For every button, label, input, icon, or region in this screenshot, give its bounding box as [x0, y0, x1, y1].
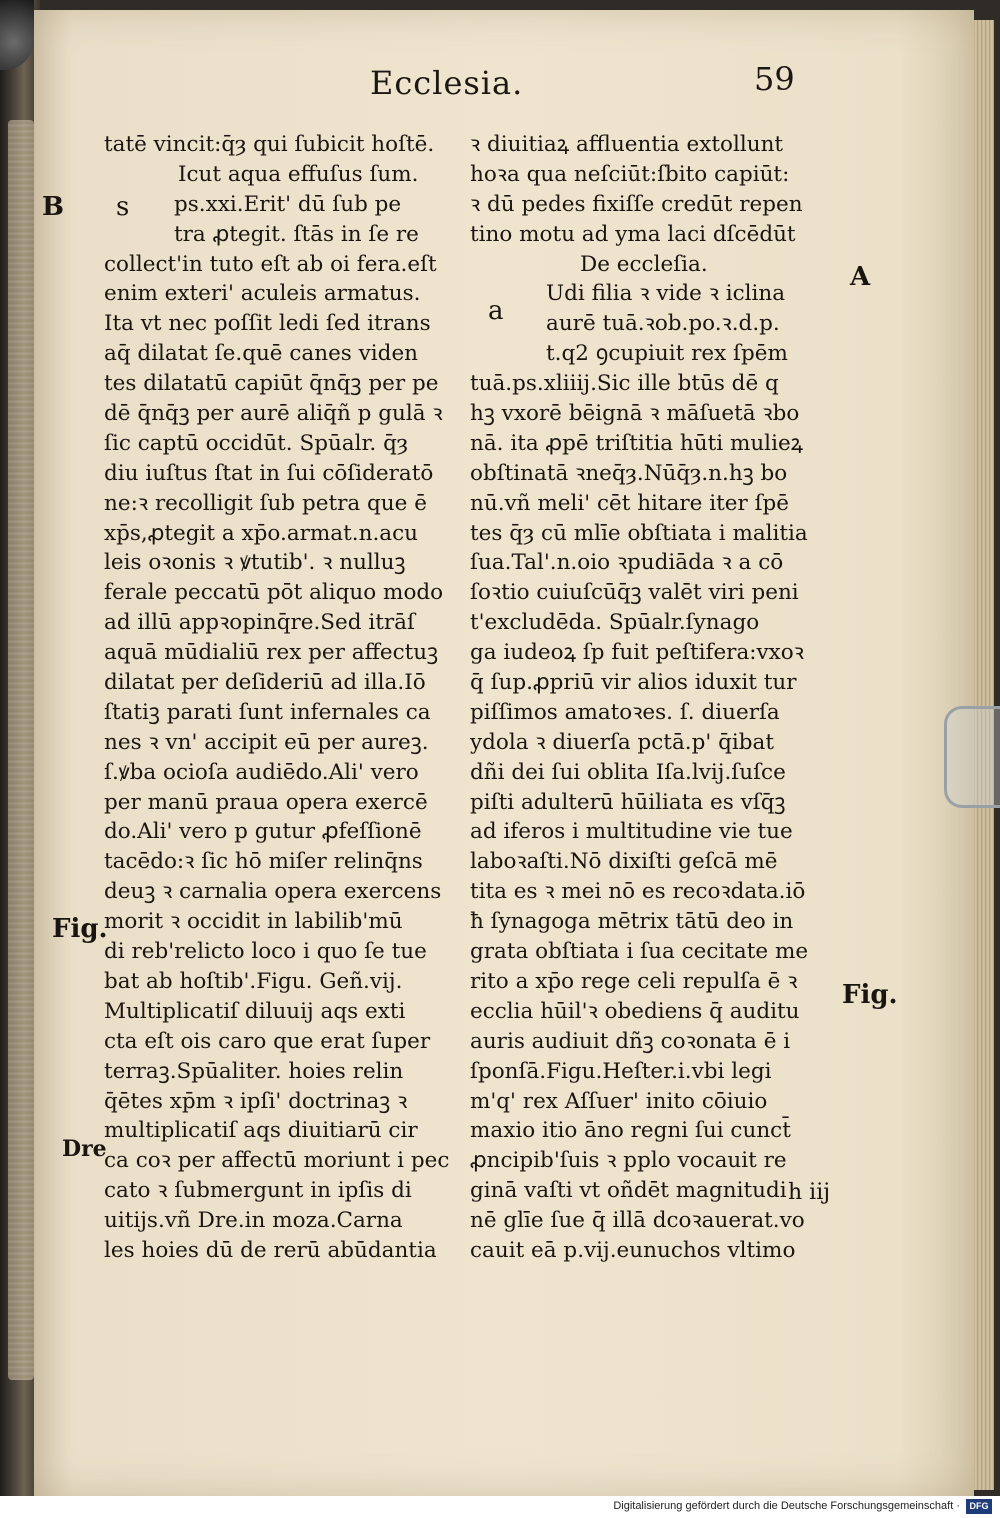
- text-line: ꝓncipib'ſuis ꝛ pplo vocauit re: [470, 1148, 787, 1174]
- text-line: leis oꝛonis ꝛ ꝟtutib'. ꝛ nulluꝫ: [104, 550, 406, 576]
- text-line: ſponſā.Figu.Heſter.i.vbi legi: [470, 1058, 772, 1084]
- text-line: ſua.Tal'.n.oio ꝛpudiāda ꝛ a cō: [470, 550, 784, 576]
- text-line: tacēdo:ꝛ ſic hō miſer relinq̄ns: [104, 849, 423, 875]
- text-line: q̄ ſup.ꝓpriū vir alios iduxit tur: [470, 670, 797, 696]
- left-text-column: [104, 130, 466, 1266]
- text-line: di reb'relicto loco i quo ſe tue: [104, 939, 427, 965]
- text-line: ydola ꝛ diuerſa pctā.p' q̄ibat: [470, 729, 774, 755]
- text-line: aq̄ dilatat ſe.quē canes viden: [104, 341, 419, 367]
- margin-note-fig-right: Fig.: [842, 980, 898, 1010]
- text-line: t'excludēda. Spūalr.ſynago: [470, 610, 760, 636]
- footer-credit: Digitalisierung gefördert durch die Deutsche Forschungsgemeinschaft ·: [613, 1500, 960, 1512]
- margin-note-a-big: A: [850, 262, 871, 292]
- text-line: do.Ali' vero p gutur ꝓfeſſionē: [104, 819, 422, 845]
- margin-note-a-small: a: [488, 296, 504, 326]
- text-line: hꝫ vxorē bēignā ꝛ māſuetā ꝛbo: [470, 401, 800, 427]
- margin-note-b: B: [42, 192, 64, 222]
- text-line: ga iudeoꝝ ſp fuit peſtifera:vxoꝛ: [470, 640, 804, 666]
- text-line: aquā mūdialiū rex per affectuꝫ: [104, 640, 439, 666]
- text-line: De eccleſia.: [580, 251, 708, 277]
- text-line: ad illū appꝛopinq̄re.Sed itrāſ: [104, 610, 415, 636]
- text-line: Ita vt nec poſſit ledi ſed itrans: [104, 311, 431, 337]
- text-line: terraꝫ.Spūaliter. hoies relin: [104, 1058, 404, 1084]
- text-line: obſtinatā ꝛneq̄ȝ.Nūq̄ȝ.n.hꝫ bo: [470, 460, 788, 486]
- text-line: cauit eā p.vij.eunuchos vltimo: [470, 1237, 796, 1263]
- text-line: ginā vaſti vt oñdēt magnitudi: [470, 1178, 787, 1204]
- text-line: cato ꝛ ſubmergunt in ipſis di: [104, 1178, 412, 1204]
- text-line: grata obſtiata i ſua cecitate me: [470, 939, 809, 965]
- text-line: piſſimos amatoꝛes. ſ. diuerſa: [470, 699, 780, 725]
- text-line: ꝛ diuitiaꝝ affluentia extollunt: [470, 132, 784, 157]
- text-line: ꝛ dū pedes fixiſſe credūt repen: [470, 191, 803, 217]
- footer-bar: [0, 1496, 1000, 1518]
- text-line: tita es ꝛ mei nō es recoꝛdata.iō: [470, 879, 806, 905]
- text-line: tatē vincit:q̄ȝ qui ſubicit hoſtē.: [104, 132, 435, 157]
- text-line: m'q' rex Aſſuer' inito cōiuio: [470, 1088, 768, 1114]
- text-line: per manū praua opera exercē: [104, 789, 428, 815]
- text-line: hoꝛa qua neſciūt:ſbito capiūt:: [470, 161, 790, 187]
- text-line: Udi filia ꝛ vide ꝛ iclina: [546, 281, 786, 307]
- text-line: les hoies dū de rerū abūdantia: [104, 1237, 437, 1263]
- text-line: ad iferos i multitudine vie tue: [470, 819, 793, 845]
- text-line: ne:ꝛ recolligit ſub petra que ē: [104, 490, 427, 516]
- running-head: Ecclesia.: [370, 64, 524, 102]
- text-line: enim exteri' aculeis armatus.: [104, 281, 421, 307]
- text-line: auris audiuit dñꝫ coꝛonata ē i: [470, 1028, 791, 1054]
- text-line: Icut aqua effuſus ſum.: [178, 161, 419, 187]
- text-line: cta eſt ois caro que erat ſuper: [104, 1028, 431, 1054]
- text-line: laboꝛaſti.Nō dixiſti geſcā mē: [470, 849, 778, 875]
- text-line: bat ab hoſtib'.Figu. Geñ.vij.: [104, 968, 403, 994]
- text-line: ſtatiꝫ parati ſunt infernales ca: [104, 699, 431, 725]
- text-line: dilatat per deſideriū ad illa.Iō: [104, 670, 426, 696]
- text-line: diu iuſtus ſtat in ſui cōſideratō: [104, 460, 434, 486]
- text-line: tino motu ad yma laci dſcēdūt: [470, 221, 796, 247]
- text-line: nē glīe ſue q̄ illā dcoꝛauerat.vo: [470, 1208, 805, 1234]
- text-line: dñi dei ſui oblita Iſa.lvij.ſuſce: [470, 759, 786, 785]
- text-line: morit ꝛ occidit in labilib'mū: [104, 909, 403, 935]
- text-line: ecclia hūil'ꝛ obediens q̄ auditu: [470, 998, 800, 1024]
- text-line: ſoꝛtio cuiuſcūq̄ꝫ valēt viri peni: [470, 580, 799, 606]
- text-line: nā. ita ꝓpē triſtitia hūti mulieꝝ: [470, 430, 804, 456]
- text-line: tes q̄ȝ cū mlīe obſtiata i malitia: [470, 520, 808, 546]
- text-line: deuꝫ ꝛ carnalia opera exercens: [104, 879, 442, 905]
- folio-number: 59: [754, 60, 795, 98]
- text-line: Multiplicatiſ diluuij aqs exti: [104, 998, 406, 1024]
- text-line: q̄ētes xp̄m ꝛ ipſi' doctrinaꝫ ꝛ: [104, 1088, 408, 1114]
- margin-note-dre: Dre: [62, 1136, 107, 1162]
- text-line: ſic captū occidūt. Spūalr. q̄ȝ: [104, 430, 409, 456]
- binding-page-stack: [8, 120, 34, 1380]
- text-line: xp̄s,ꝓtegit a xp̄o.armat.n.acu: [104, 520, 418, 546]
- text-line: t.q2 ꝯcupiuit rex ſpēm: [546, 341, 788, 367]
- margin-note-fig-left: Fig.: [52, 914, 108, 944]
- text-line: collect'in tuto eſt ab oi fera.eſt: [104, 251, 437, 277]
- text-line: rito a xp̄o rege celi repulſa ē ꝛ: [470, 968, 798, 994]
- text-line: ferale peccatū pōt aliquo modo: [104, 580, 444, 606]
- text-line: tes dilatatū capiūt q̄nq̄ꝫ per pe: [104, 371, 439, 397]
- text-line: nū.vñ meli' cēt hitare iter ſpē: [470, 490, 790, 516]
- dfg-logo: DFG: [966, 1499, 992, 1514]
- text-line: uitijs.vñ Dre.in moza.Carna: [104, 1208, 403, 1234]
- text-line: ſ.ꝟba ocioſa audiēdo.Ali' vero: [104, 759, 419, 785]
- text-line: ħ ſynagoga mētrix tātū deo in: [470, 909, 794, 935]
- text-line: piſti adulterū hūiliata es vſq̄ꝫ: [470, 789, 786, 815]
- right-text-column: [470, 130, 830, 1266]
- text-line: nes ꝛ vn' accipit eū per aureꝫ.: [104, 729, 429, 755]
- text-line: dē q̄nq̄ꝫ per aurē aliq̄ñ p gulā ꝛ: [104, 401, 443, 427]
- text-line: ca coꝛ per affectū moriunt i pec: [104, 1148, 450, 1174]
- text-line: tuā.ps.xliiij.Sic ille btūs dē q: [470, 371, 779, 397]
- signature-mark: h iij: [788, 1180, 831, 1205]
- text-line: maxio itio āno regni ſui cunct̄: [470, 1118, 791, 1144]
- margin-note-s: s: [116, 192, 130, 222]
- text-line: tra ꝓtegit. ſtās in ſe re: [174, 221, 419, 247]
- text-line: ps.xxi.Erit' dū ſub pe: [174, 191, 402, 217]
- text-line: aurē tuā.ꝛob.po.ꝛ.d.p.: [546, 311, 780, 337]
- page-tab-marker: [944, 706, 1000, 808]
- text-line: multiplicatiſ aqs diuitiarū cir: [104, 1118, 418, 1144]
